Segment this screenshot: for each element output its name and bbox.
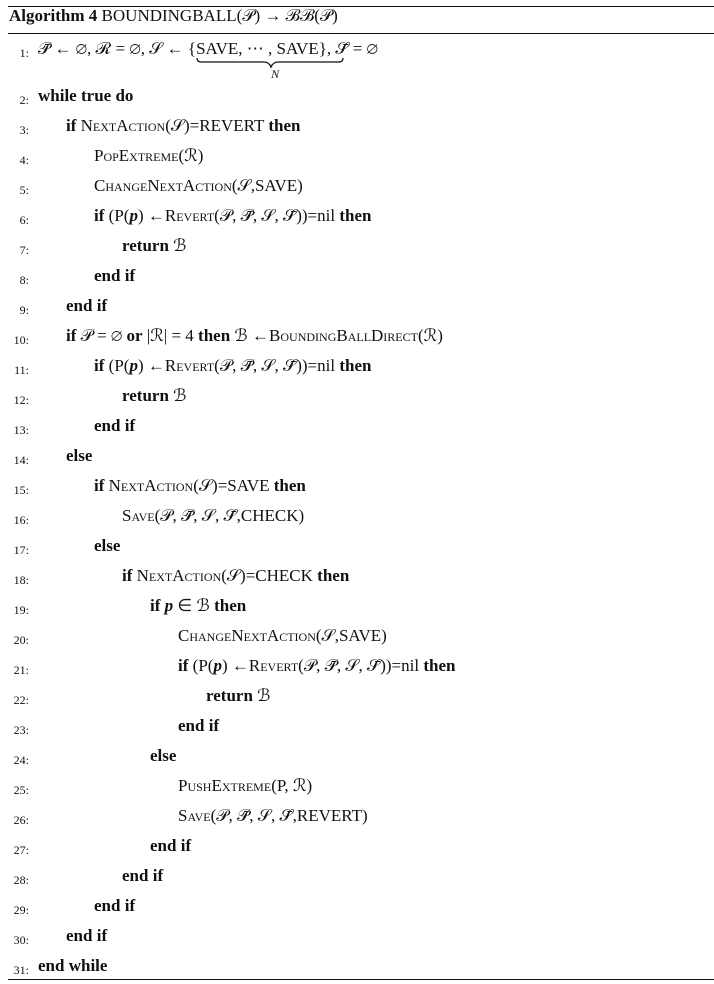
line-number: 25: [13,783,29,797]
line-number: 3: [19,123,29,137]
algorithm-line [0,414,714,444]
algorithm-line [0,354,714,384]
line-number: 20: [13,633,29,647]
init-suffix: }, 𝒮̄ = ∅ [318,39,378,58]
algorithm-line [0,294,714,324]
line-code: Save(𝒫, 𝒫̄, 𝒮, 𝒮̄,CHECK) [122,506,305,525]
line-number: 4: [19,153,29,167]
algorithm-line [0,624,714,654]
line-number: 11: [14,363,29,377]
line-code: end if [178,716,220,735]
algorithm-line [0,504,714,534]
line-code: if NextAction(𝒮)=CHECK then [122,566,350,585]
line-number: 14: [13,453,29,467]
line-number: 22: [13,693,29,707]
line-code: if (P(p) ←Revert(𝒫, 𝒫̄, 𝒮, 𝒮̄))=nil then [178,656,456,675]
line-number: 7: [19,243,29,257]
line-number: 27: [13,843,29,857]
bottom-rule [8,979,714,980]
algorithm-line [0,204,714,234]
line-code: else [66,446,93,465]
line-code: else [150,746,177,765]
line-code: if NextAction(𝒮)=REVERT then [66,116,301,135]
brace-count-label: N [271,67,280,81]
line-number: 30: [13,933,29,947]
algorithm-line [0,714,714,744]
line-number: 24: [13,753,29,767]
line-number: 6: [19,213,29,227]
algorithm-line [0,834,714,864]
line-number: 1: [19,46,29,60]
algorithm-line [0,774,714,804]
algorithm-line [0,174,714,204]
line-number: 31: [13,963,29,977]
line-number: 19: [13,603,29,617]
line-code: end while [38,956,108,975]
line-number: 8: [19,273,29,287]
algorithm-line [0,384,714,414]
algorithm-line [0,37,714,81]
algorithm-line [0,564,714,594]
line-number: 26: [13,813,29,827]
algorithm-line [0,804,714,834]
line-code: ChangeNextAction(𝒮,SAVE) [178,626,387,645]
line-number: 13: [13,423,29,437]
algorithm-line [0,144,714,174]
algorithm-line [0,534,714,564]
line-number: 10: [13,333,29,347]
algorithm-label: Algorithm 4 [9,6,98,25]
line-number: 15: [13,483,29,497]
line-number: 29: [13,903,29,917]
init-braced-sequence: SAVE, ⋯ , SAVE N [196,39,319,59]
line-number: 9: [19,303,29,317]
line-number: 18: [13,573,29,587]
line-code: while true do [38,86,134,105]
algorithm-line [0,324,714,354]
algorithm-line [0,894,714,924]
algorithm-line [0,264,714,294]
line-code: if (P(p) ←Revert(𝒫, 𝒫̄, 𝒮, 𝒮̄))=nil then [94,356,372,375]
line-code: end if [94,416,136,435]
line-code: else [94,536,121,555]
line-code: Save(𝒫, 𝒫̄, 𝒮, 𝒮̄,REVERT) [178,806,368,825]
line-code: end if [66,296,108,315]
line-number: 23: [13,723,29,737]
algorithm-line [0,654,714,684]
algorithm-line [0,474,714,504]
header-rule [8,33,714,34]
algorithm-line [0,924,714,954]
algorithm-line [0,744,714,774]
line-code: ChangeNextAction(𝒮,SAVE) [94,176,303,195]
line-code [38,39,378,81]
line-number: 16: [13,513,29,527]
line-code: if 𝒫 = ∅ or |ℛ| = 4 then ℬ ←BoundingBallDirect(ℛ) [66,326,443,345]
algorithm-line [0,684,714,714]
line-code: PopExtreme(ℛ) [94,146,204,165]
line-code: end if [66,926,108,945]
line-number: 12: [13,393,29,407]
algorithm-signature: BOUNDINGBALL(𝒫) → ℬℬ(𝒫) [101,6,338,25]
line-code: end if [150,836,192,855]
line-number: 5: [19,183,29,197]
line-number: 17: [13,543,29,557]
line-code: return ℬ [122,386,187,405]
algorithm-line [0,114,714,144]
line-code: return ℬ [122,236,187,255]
init-prefix: 𝒫̄ ← ∅, ℛ = ∅, 𝒮 ← { [38,39,197,58]
line-number: 2: [19,93,29,107]
algorithm-line [0,864,714,894]
line-code: PushExtreme(P, ℛ) [178,776,313,795]
algorithm-line [0,444,714,474]
line-number: 28: [13,873,29,887]
line-code: if (P(p) ←Revert(𝒫, 𝒫̄, 𝒮, 𝒮̄))=nil then [94,206,372,225]
algorithm-line [0,234,714,264]
line-code: return ℬ [206,686,271,705]
algorithm-title [9,6,338,26]
line-code: if NextAction(𝒮)=SAVE then [94,476,306,495]
line-code: end if [94,266,136,285]
line-code: if p ∈ ℬ then [150,596,247,615]
algorithm-line [0,84,714,114]
line-code: end if [94,896,136,915]
line-code: end if [122,866,164,885]
algorithm-line [0,594,714,624]
line-number: 21: [13,663,29,677]
